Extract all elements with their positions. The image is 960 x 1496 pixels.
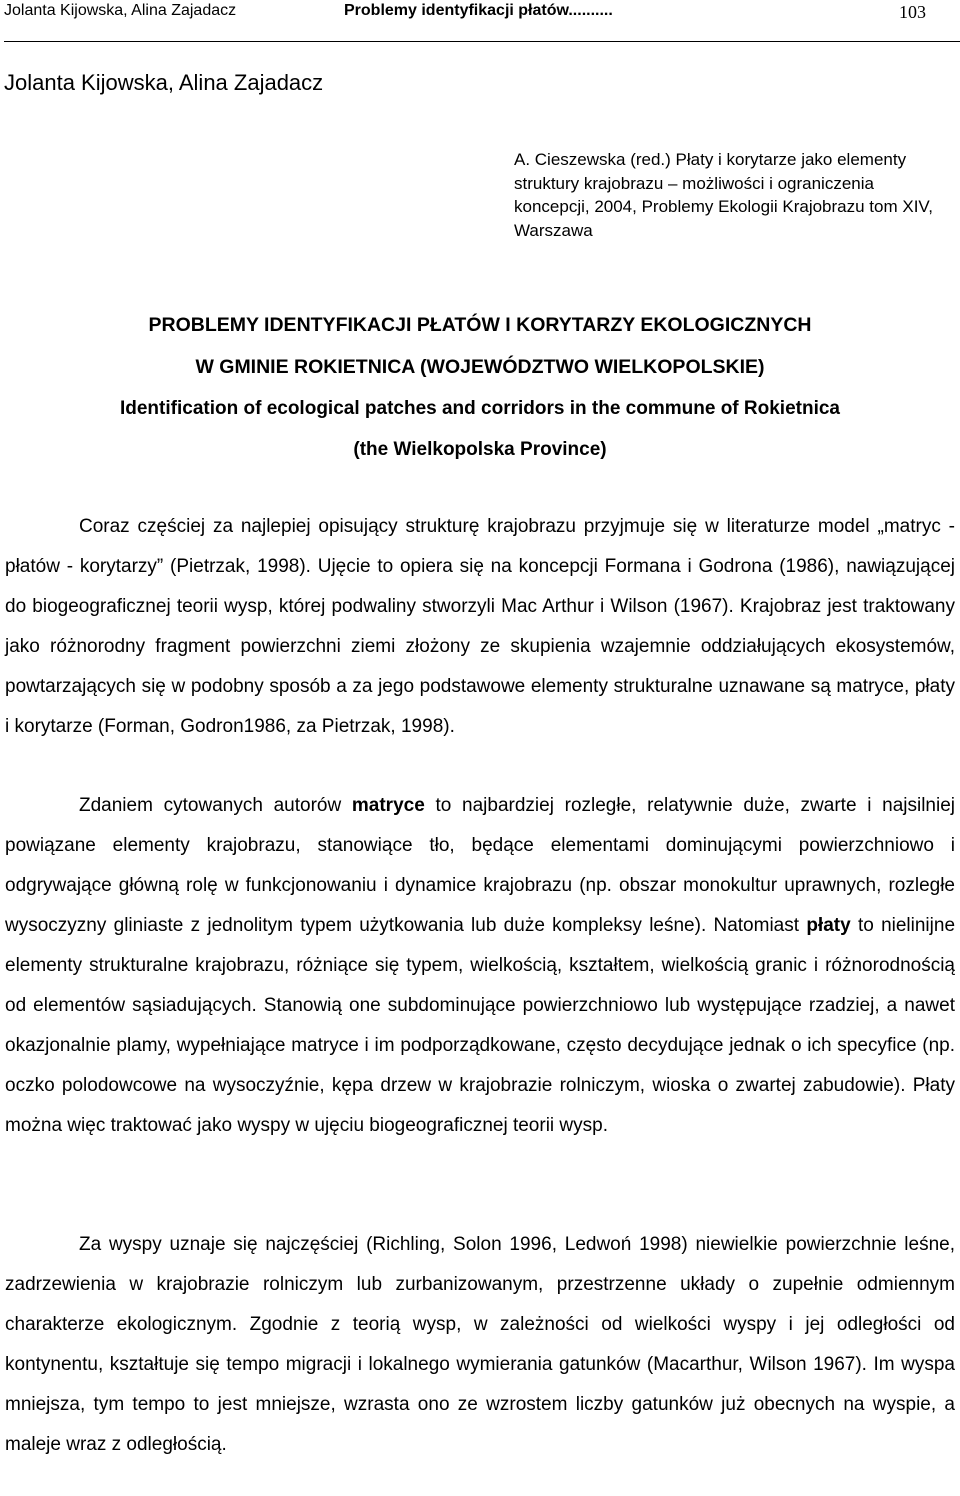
paragraph-3-text: Za wyspy uznaje się najczęściej (Richling, Solon 1996, Ledwoń 1998) niewielkie powierzchnie leśne, zadrzewienia w krajobrazie rolniczym lub zurbanizowanym, przestrzenne układy o zupełnie odmiennym charakterze ekologicznym. Zgodnie z teorią wysp, w zależności od wielkości wyspy i jej odległości od kontynentu, kształtuje się tempo migracji i lokalnego wymierania gatunków (Macarthur, Wilson 1967). Im wyspa mniejsza, tym tempo to jest mniejsze, wzrasta ono ze wzrostem liczby gatunków już obecnych na wyspie, a maleje wraz z odległością. — [5, 1234, 955, 1455]
paragraph-1-text: Coraz częściej za najlepiej opisujący strukturę krajobrazu przyjmuje się w literaturze model „matryc - płatów - korytarzy” (Pietrzak, 1998). Ujęcie to opiera się na koncepcji Formana i Godrona (1986), nawiązującej do biogeograficznej teorii wysp, której podwaliny stworzyli Mac Arthur i Wilson (1967). Krajobraz jest traktowany jako różnorodny fragment powierzchni ziemi złożony ze skupienia wzajemnie oddziałujących ekosystemów, powtarzających się w podobny sposób a za jego podstawowe elementy strukturalne uznawane są matryce, płaty i korytarze (Forman, Godron1986, za Pietrzak, 1998). — [5, 516, 955, 737]
article-authors: Jolanta Kijowska, Alina Zajadacz — [4, 70, 324, 95]
header-divider — [4, 41, 960, 42]
running-header-title: Problemy identyfikacji płatów.......... — [344, 2, 613, 19]
term-platy: płaty — [806, 915, 851, 936]
paragraph-2-text-b: to najbardziej rozległe, relatywnie duże, zwarte i najsilniej powiązane elementy krajobrazu, stanowiące tło, będące elementami dominującymi powierzchniowo i odgrywające główną rolę w funkcjonowaniu i dynamice krajobrazu (np. obszar monokultur uprawnych, rozległe wysoczyzny gliniaste z jednolitym typem użytkowania lub duże kompleksy leśne). Natomiast — [5, 795, 956, 936]
paragraph-1 — [5, 507, 955, 747]
page-number: 103 — [899, 2, 926, 22]
term-matryce: matryce — [351, 795, 425, 816]
running-header-authors: Jolanta Kijowska, Alina Zajadacz — [4, 2, 237, 19]
paragraph-2-text-c: to nielinijne elementy strukturalne krajobrazu, różniące się typem, wielkością, kształtem, wielkością granic i różnorodnością od elementów sąsiadujących. Stanowią one subdominujące powierzchniowo lub występujące rzadziej, a nawet okazjonalnie plamy, wypełniające matryce i im podporządkowane, często decydujące jednak o ich specyfice (np. oczko polodowcowe na wysoczyźnie, kępa drzew w krajobrazie rolniczym, wioska o zwartej zabudowie). Płaty można więc traktować jako wyspy w ujęciu biogeograficznej teorii wysp. — [5, 915, 956, 1136]
paragraph-2 — [5, 786, 955, 1146]
source-citation: A. Cieszewska (red.) Płaty i korytarze jako elementy struktury krajobrazu – możliwości i ograniczenia koncepcji, 2004, Problemy Ekologii Krajobrazu tom XIV, Warszawa — [514, 150, 933, 240]
article-title-pl-line2: W GMINIE ROKIETNICA (WOJEWÓDZTWO WIELKOPOLSKIE) — [195, 356, 765, 378]
paragraph-2-text-a: Zdaniem cytowanych autorów — [79, 795, 352, 816]
article-title-en-line2: (the Wielkopolska Province) — [353, 439, 607, 460]
running-header — [4, 2, 956, 28]
article-title-en-line1: Identification of ecological patches and corridors in the commune of Rokietnica — [119, 398, 840, 419]
article-title-pl-line1: PROBLEMY IDENTYFIKACJI PŁATÓW I KORYTARZY EKOLOGICZNYCH — [148, 314, 812, 336]
paragraph-3 — [5, 1225, 955, 1465]
